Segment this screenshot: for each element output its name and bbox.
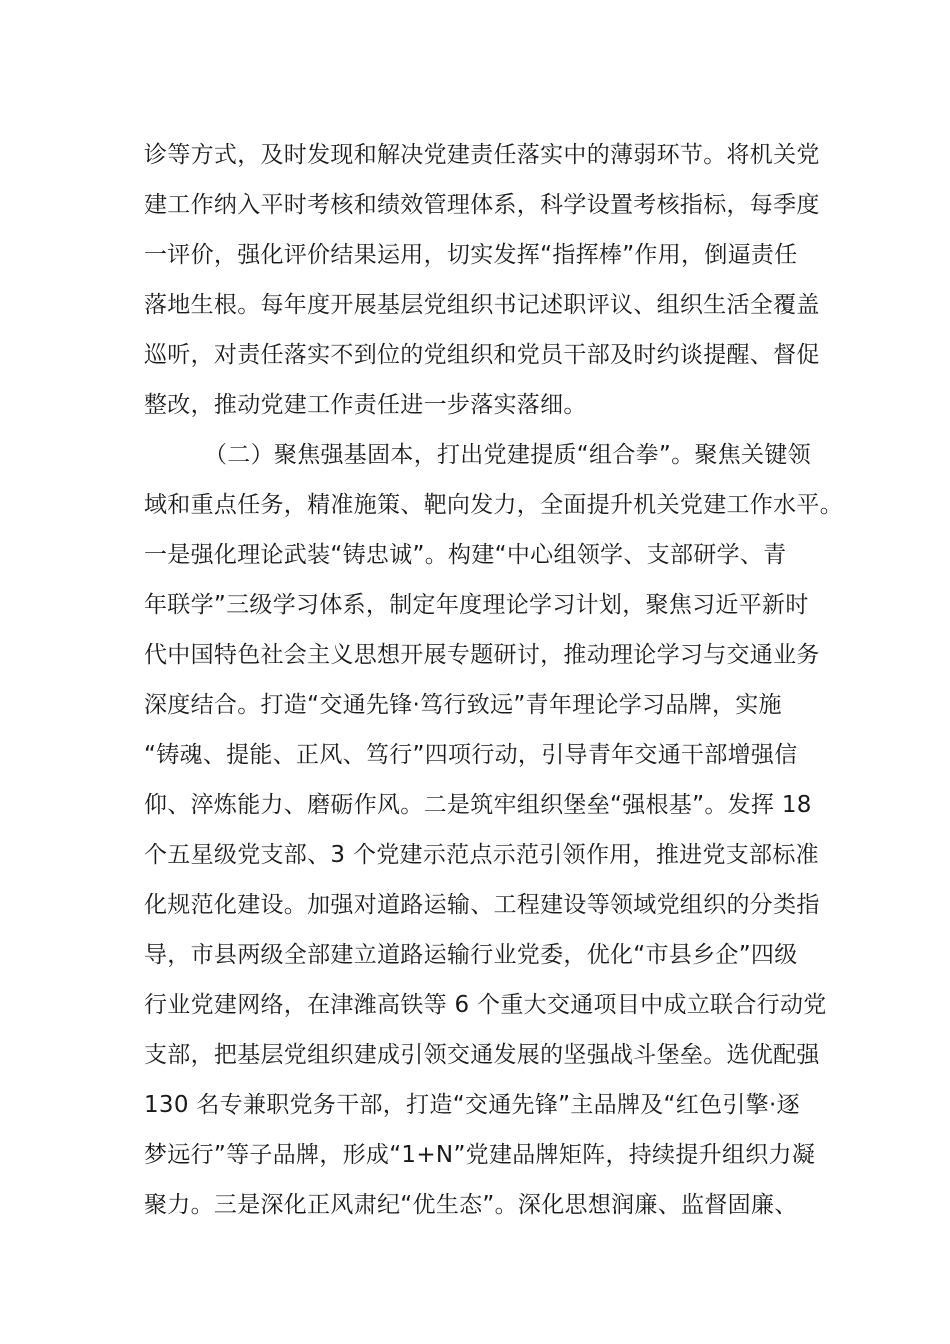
body-text — [144, 130, 843, 1230]
text-line: 支部，把基层党组织建成引领交通发展的坚强战斗堡垒。选优配强 — [144, 1042, 820, 1068]
text-line: 域和重点任务，精准施策、靶向发力，全面提升机关党建工作水平。 — [144, 492, 843, 518]
text-line: 梦远行”等子品牌，形成“1+N”党建品牌矩阵，持续提升组织力凝 — [144, 1142, 816, 1168]
text-line: 建工作纳入平时考核和绩效管理体系，科学设置考核指标，每季度 — [144, 192, 820, 218]
text-line: 深度结合。打造“交通先锋·笃行致远”青年理论学习品牌，实施 — [144, 692, 782, 718]
section-heading-line: （二）聚焦强基固本，打出党建提质“组合拳”。聚焦关键领 — [204, 442, 811, 468]
text-line: 化规范化建设。加强对道路运输、工程建设等领域党组织的分类指 — [144, 892, 820, 918]
text-line: 聚力。三是深化正风肃纪“优生态”。深化思想润廉、监督固廉、 — [144, 1192, 798, 1218]
text-line: 导，市县两级全部建立道路运输行业党委，优化“市县乡企”四级 — [144, 942, 798, 968]
text-line: 一是强化理论武装“铸忠诚”。构建“中心组领学、支部研学、青 — [144, 542, 787, 568]
text-line: 代中国特色社会主义思想开展专题研讨，推动理论学习与交通业务 — [144, 642, 820, 668]
text-line: 落地生根。每年度开展基层党组织书记述职评议、组织生活全覆盖 — [144, 292, 820, 318]
text-line: 年联学”三级学习体系，制定年度理论学习计划，聚焦习近平新时 — [144, 592, 809, 618]
text-line: 仰、淬炼能力、磨砺作风。二是筑牢组织堡垒“强根基”。发挥 18 — [144, 792, 812, 818]
text-line: 行业党建网络，在津潍高铁等 6 个重大交通项目中成立联合行动党 — [144, 992, 827, 1018]
text-line: 诊等方式，及时发现和解决党建责任落实中的薄弱环节。将机关党 — [144, 142, 820, 168]
text-line: 个五星级党支部、3 个党建示范点示范引领作用，推进党支部标准 — [144, 842, 819, 868]
text-line: 一评价，强化评价结果运用，切实发挥“指挥棒”作用，倒逼责任 — [144, 242, 798, 268]
text-line: 整改，推动党建工作责任进一步落实落细。 — [144, 392, 587, 418]
text-line: “铸魂、提能、正风、笃行”四项行动，引导青年交通干部增强信 — [144, 742, 798, 768]
text-line: 130 名专兼职党务干部，打造“交通先锋”主品牌及“红色引擎·逐 — [144, 1092, 800, 1118]
text-line: 巡听，对责任落实不到位的党组织和党员干部及时约谈提醒、督促 — [144, 342, 820, 368]
